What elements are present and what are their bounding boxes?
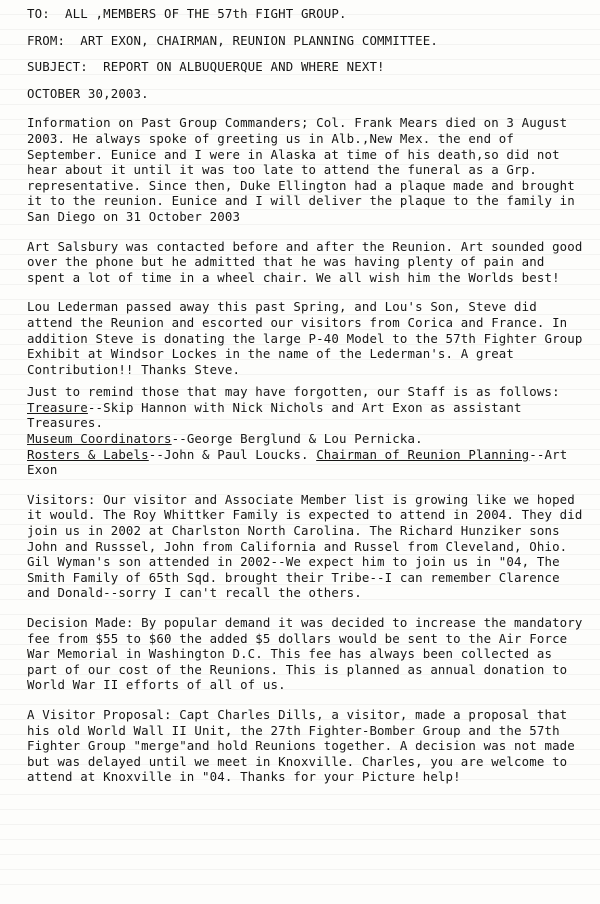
spacer	[27, 377, 586, 384]
spacer	[27, 478, 586, 492]
spacer	[27, 285, 586, 299]
paragraph-decision: Decision Made: By popular demand it was decided to increase the mandatory fee from $55 to $60 the added $5 dollars would be sent to the Air Force War Memorial in Washington D.C. This fee has always been collected as part of our cost of the Reunions. This is planned as annual donation to World War II efforts of all of us.	[27, 615, 583, 693]
paragraph-salsbury: Art Salsbury was contacted before and after the Reunion. Art sounded good over the phone but he admitted that he was having plenty of pain and spent a lot of time in a wheel chair. We all wish him the Worlds best!	[27, 238, 583, 285]
spacer	[27, 101, 586, 115]
staff-museum-text: --George Berglund & Lou Pernicka.	[171, 431, 423, 447]
staff-museum-label: Museum Coordinators	[27, 431, 172, 447]
staff-intro: Just to remind those that may have forgotten, our Staff is as follows:	[27, 384, 560, 400]
staff-rosters-text: --John & Paul Loucks.	[148, 446, 317, 462]
memo-to: TO: ALL ,MEMBERS OF THE 57th FIGHT GROUP.	[27, 6, 347, 21]
staff-treasure-text: --Skip Hannon with Nick Nichols and Art Exon as assistant Treasures.	[27, 399, 522, 431]
staff-rosters-label: Rosters & Labels	[27, 446, 149, 462]
spacer	[27, 601, 586, 615]
page-cutoff	[0, 894, 600, 904]
paragraph-staff	[27, 384, 586, 478]
spacer	[27, 693, 586, 707]
staff-treasure-label: Treasure	[27, 399, 88, 415]
paragraph-visitors: Visitors: Our visitor and Associate Member list is growing like we hoped it would. The Roy Whittker Family is expected to attend in 2004. They did join us in 2002 at Charlston North Carolina. The Richard Hunziker sons John and Russsel, John from California and Russel from Cleveland, Ohio. Gil Wyman's son attended in 2002--We expect him to join us in "04, The Smith Family of 65th Sqd. brought their Tribe--I can remember Clarence and Donald--sorry I can't recall the others.	[27, 491, 583, 601]
spacer	[27, 225, 586, 239]
memo-from: FROM: ART EXON, CHAIRMAN, REUNION PLANNING COMMITTEE.	[27, 32, 438, 48]
paragraph-commanders: Information on Past Group Commanders; Col. Frank Mears died on 3 August 2003. He always spoke of greeting us in Alb.,New Mex. the end of September. Eunice and I were in Alaska at time of his death,so did not hear about it until it was too late to attend the funeral as a Grp. representative. Since then, Duke Ellington had a plaque made and brought it to the reunion. Eunice and I will deliver the plaque to the family in San Diego on 31 October 2003	[27, 115, 575, 224]
paragraph-visitor-proposal: A Visitor Proposal: Capt Charles Dills, a visitor, made a proposal that his old World Wall II Unit, the 27th Fighter-Bomber Group and the 57th Fighter Group "merge"and hold Reunions together. A decision was not made but was delayed until we meet in Knoxville. Charles, you are welcome to attend at Knoxville in "04. Thanks for your Picture help!	[27, 706, 575, 785]
memo-subject: SUBJECT: REPORT ON ALBUQUERQUE AND WHERE NEXT!	[27, 59, 385, 75]
staff-chair-label: Chairman of Reunion Planning	[316, 446, 530, 462]
memo-date: OCTOBER 30,2003.	[27, 85, 149, 101]
staff-chair-text: --Art Exon	[27, 446, 568, 478]
paragraph-lederman: Lou Lederman passed away this past Spring, and Lou's Son, Steve did attend the Reunion and escorted our visitors from Corica and France. In addition Steve is donating the large P-40 Model to the 57th Fighter Group Exhibit at Windsor Lockes in the name of the Lederman's. A great Contribution!! Thanks Steve.	[27, 299, 583, 377]
